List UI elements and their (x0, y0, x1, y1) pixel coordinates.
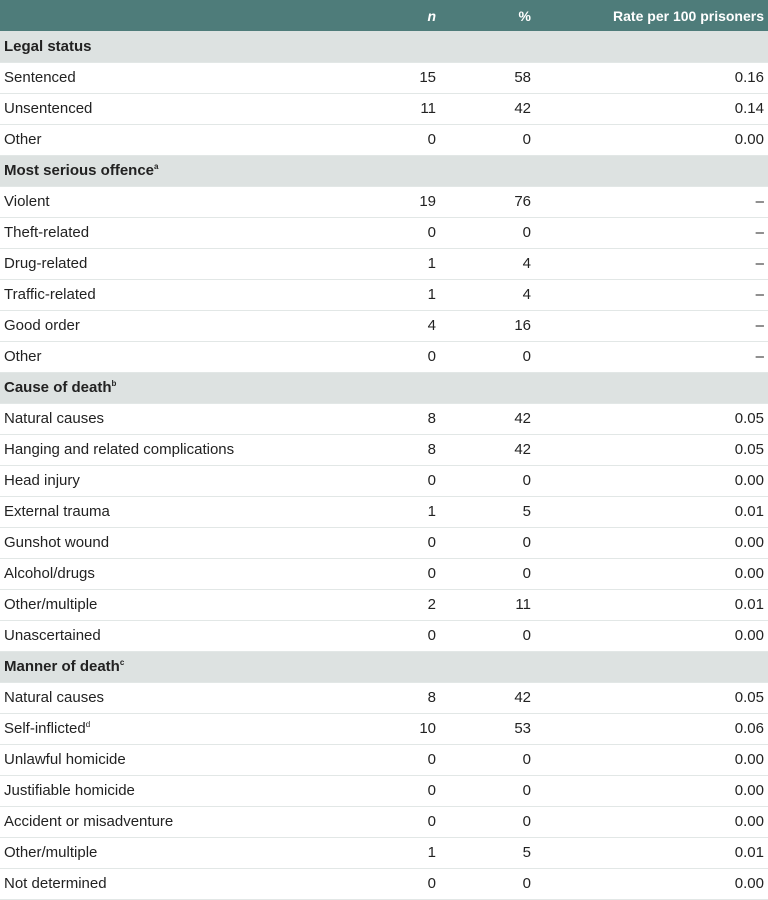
percent-value: 42 (514, 441, 531, 458)
table-row (0, 713, 768, 744)
row-label (0, 434, 378, 465)
table-row (0, 527, 768, 558)
percent-value: 76 (514, 193, 531, 210)
row-label (0, 868, 378, 899)
table-row (0, 279, 768, 310)
table-row (0, 186, 768, 217)
row-label-text: Sentenced (4, 69, 76, 86)
footnote-marker: c (119, 658, 125, 667)
percent-value: 5 (522, 844, 531, 861)
row-label (0, 186, 378, 217)
row-label (0, 403, 378, 434)
percent-value: 0 (522, 813, 531, 830)
section-title-text: Manner of death (4, 658, 120, 675)
header-rate: Rate per 100 prisoners (613, 7, 764, 24)
row-label-text: Good order (4, 317, 80, 334)
table-body (0, 31, 768, 899)
row-label (0, 279, 378, 310)
percent-value: 53 (514, 720, 531, 737)
table-row (0, 837, 768, 868)
row-label (0, 527, 378, 558)
row-label (0, 713, 378, 744)
row-label-text: Traffic-related (4, 286, 96, 303)
n-value: 0 (427, 565, 436, 582)
rate-value: – (755, 317, 764, 334)
n-value: 4 (427, 317, 436, 334)
table-row (0, 248, 768, 279)
percent-value: 0 (522, 348, 531, 365)
row-label-text: Self-inflicted (4, 720, 86, 737)
percent-value: 42 (514, 689, 531, 706)
header-percent: % (518, 7, 531, 24)
rate-value: 0.05 (734, 441, 764, 458)
percent-value: 0 (522, 875, 531, 892)
row-label-text: Natural causes (4, 689, 105, 706)
row-label (0, 744, 378, 775)
row-label-text: Accident or misadventure (4, 813, 174, 830)
section-header-row (0, 155, 768, 186)
percent-value: 11 (515, 596, 531, 613)
rate-value: 0.00 (734, 565, 764, 582)
table-row (0, 496, 768, 527)
rate-value: – (755, 193, 764, 210)
rate-value: 0.01 (734, 596, 764, 613)
percent-value: 0 (522, 782, 531, 799)
table-header (0, 0, 768, 31)
percent-value: 42 (514, 410, 531, 427)
row-label-text: Natural causes (4, 410, 105, 427)
row-label (0, 248, 378, 279)
footnote-marker: a (154, 162, 159, 171)
section-title (0, 372, 768, 403)
section-title (0, 31, 768, 62)
row-label-text: External trauma (4, 503, 110, 520)
rate-value: 0.00 (734, 782, 764, 799)
rate-value: 0.00 (734, 813, 764, 830)
table-row (0, 341, 768, 372)
percent-value: 16 (514, 317, 531, 334)
row-label-text: Head injury (4, 472, 80, 489)
n-value: 19 (419, 193, 436, 210)
row-label-text: Violent (4, 193, 50, 210)
row-label-text: Unlawful homicide (4, 751, 126, 768)
rate-value: 0.00 (734, 627, 764, 644)
rate-value: – (755, 255, 764, 272)
n-value: 8 (427, 441, 436, 458)
row-label-text: Hanging and related complications (4, 441, 235, 458)
table-row (0, 682, 768, 713)
table-row (0, 124, 768, 155)
row-label (0, 124, 378, 155)
n-value: 8 (427, 689, 436, 706)
row-label (0, 558, 378, 589)
percent-value: 0 (522, 472, 531, 489)
section-title (0, 155, 768, 186)
n-value: 0 (427, 534, 436, 551)
rate-value: 0.16 (734, 69, 764, 86)
row-label (0, 806, 378, 837)
n-value: 1 (427, 503, 436, 520)
percent-value: 0 (522, 751, 531, 768)
n-value: 0 (427, 813, 436, 830)
table-row (0, 775, 768, 806)
table-row (0, 93, 768, 124)
n-value: 11 (420, 100, 436, 117)
row-label (0, 837, 378, 868)
n-value: 0 (427, 875, 436, 892)
table-row (0, 217, 768, 248)
table-row (0, 62, 768, 93)
row-label-text: Drug-related (4, 255, 88, 272)
rate-value: 0.00 (734, 875, 764, 892)
percent-value: 4 (522, 286, 531, 303)
percent-value: 5 (522, 503, 531, 520)
row-label-text: Alcohol/drugs (4, 565, 95, 582)
header-row (0, 0, 768, 31)
n-value: 15 (419, 69, 436, 86)
row-label-text: Unsentenced (4, 100, 93, 117)
section-header-row (0, 651, 768, 682)
rate-value: 0.00 (734, 534, 764, 551)
rate-value: 0.01 (734, 844, 764, 861)
rate-value: 0.00 (734, 751, 764, 768)
rate-value: 0.14 (734, 100, 764, 117)
table-row (0, 806, 768, 837)
table-row (0, 744, 768, 775)
row-label (0, 62, 378, 93)
footnote-marker: b (111, 379, 117, 388)
row-label-text: Justifiable homicide (4, 782, 135, 799)
n-value: 1 (427, 255, 436, 272)
row-label (0, 310, 378, 341)
row-label-text: Other (4, 131, 42, 148)
table-row (0, 868, 768, 899)
header-n: n (427, 7, 436, 24)
rate-value: 0.01 (734, 503, 764, 520)
section-header-row (0, 372, 768, 403)
rate-value: 0.06 (734, 720, 764, 737)
row-label (0, 93, 378, 124)
percent-value: 0 (522, 534, 531, 551)
rate-value: – (755, 348, 764, 365)
percent-value: 0 (522, 627, 531, 644)
n-value: 0 (427, 751, 436, 768)
section-title-text: Most serious offence (4, 162, 155, 179)
section-title-text: Cause of death (4, 379, 112, 396)
n-value: 0 (427, 782, 436, 799)
n-value: 0 (427, 224, 436, 241)
percent-value: 4 (522, 255, 531, 272)
row-label-text: Not determined (4, 875, 107, 892)
n-value: 1 (427, 844, 436, 861)
table-row (0, 403, 768, 434)
footnote-marker: d (85, 720, 91, 729)
table-row (0, 558, 768, 589)
section-title (0, 651, 768, 682)
row-label (0, 496, 378, 527)
table-row (0, 465, 768, 496)
n-value: 10 (419, 720, 436, 737)
percent-value: 0 (522, 565, 531, 582)
rate-value: – (755, 224, 764, 241)
row-label-text: Unascertained (4, 627, 101, 644)
rate-value: – (755, 286, 764, 303)
table-row (0, 310, 768, 341)
row-label-text: Other/multiple (4, 596, 98, 613)
n-value: 0 (427, 472, 436, 489)
row-label (0, 589, 378, 620)
percent-value: 0 (522, 131, 531, 148)
percent-value: 0 (522, 224, 531, 241)
n-value: 1 (427, 286, 436, 303)
table-row (0, 589, 768, 620)
table-row (0, 620, 768, 651)
header-label-cell (0, 0, 378, 31)
row-label (0, 682, 378, 713)
row-label (0, 217, 378, 248)
row-label (0, 341, 378, 372)
n-value: 0 (427, 131, 436, 148)
rate-value: 0.00 (734, 472, 764, 489)
rate-value: 0.00 (734, 131, 764, 148)
table-row (0, 434, 768, 465)
percent-value: 42 (514, 100, 531, 117)
n-value: 8 (427, 410, 436, 427)
row-label-text: Other/multiple (4, 844, 98, 861)
rate-value: 0.05 (734, 689, 764, 706)
n-value: 0 (427, 627, 436, 644)
section-header-row (0, 31, 768, 62)
section-title-text: Legal status (4, 37, 92, 55)
percent-value: 58 (514, 69, 531, 86)
row-label (0, 465, 378, 496)
n-value: 2 (427, 596, 436, 613)
row-label-text: Gunshot wound (4, 534, 110, 551)
n-value: 0 (427, 348, 436, 365)
row-label (0, 620, 378, 651)
rate-value: 0.05 (734, 410, 764, 427)
row-label-text: Other (4, 348, 42, 365)
row-label (0, 775, 378, 806)
row-label-text: Theft-related (4, 224, 90, 241)
